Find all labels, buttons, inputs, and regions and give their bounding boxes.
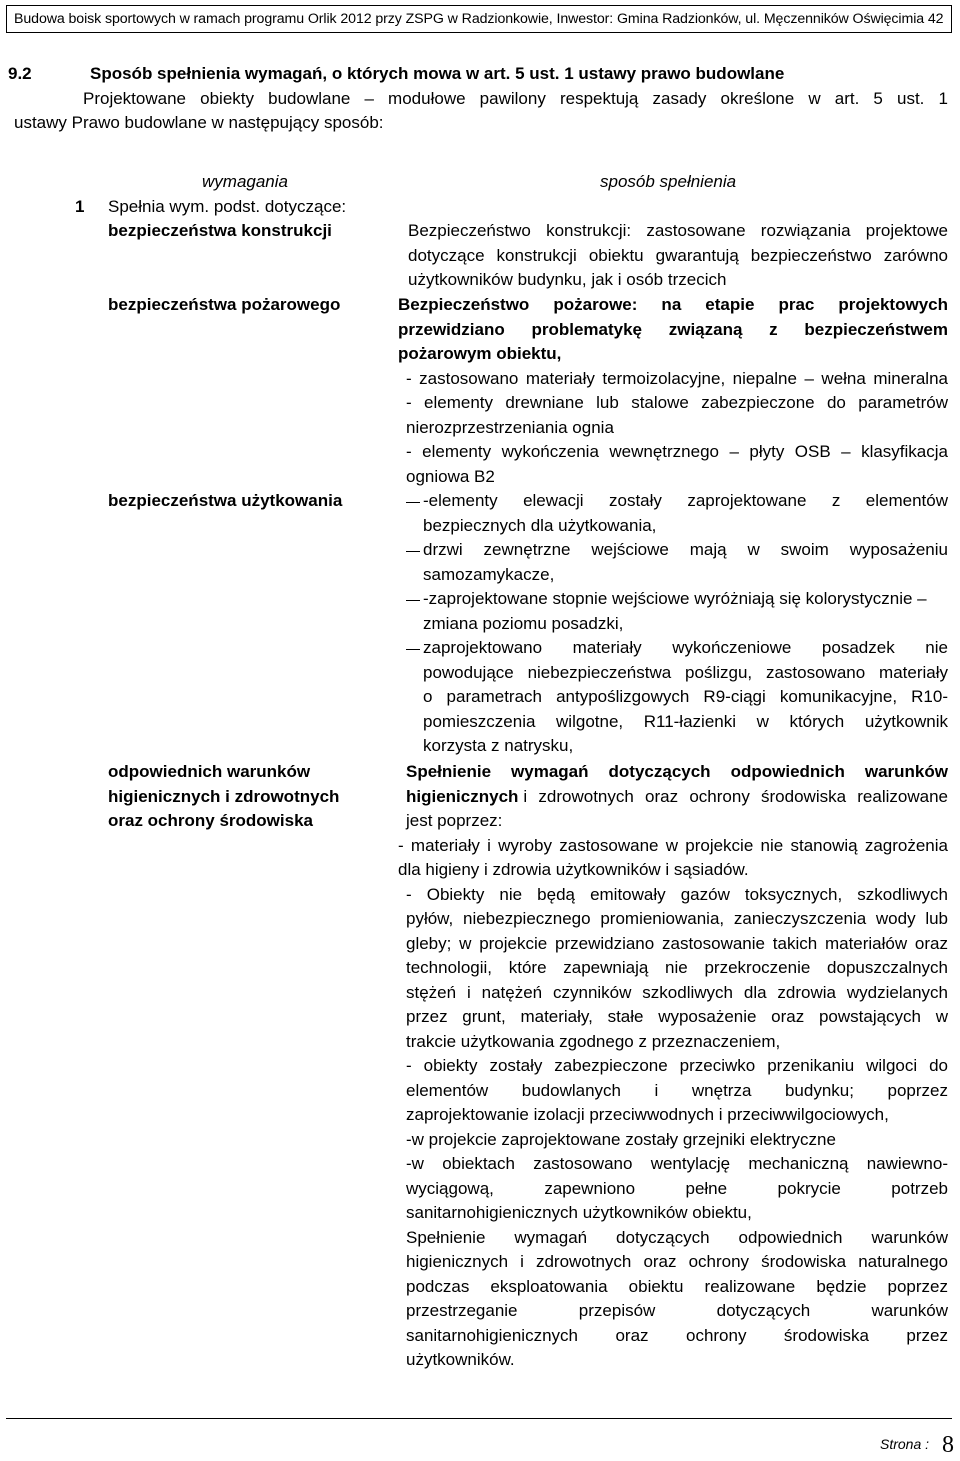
hygiene-text-line: dla higieny i zdrowia użytkowników i sąsiadów. (398, 860, 749, 879)
requirement-hygiene-line: higienicznych i zdrowotnych (108, 787, 340, 806)
hygiene-text-line: technologii, które zapewniają nie przekroczenie dopuszczalnych (406, 958, 948, 977)
requirement-hygiene-line: oraz ochrony środowiska (108, 811, 313, 830)
construction-text-line: użytkowników budynku, jak i osób trzecich (408, 270, 727, 289)
hygiene-heading-rest: i zdrowotnych oraz ochrony środowiska realizowane (523, 787, 948, 806)
fire-item-line: - elementy drewniane lub stalowe zabezpieczone do parametrów (406, 393, 948, 412)
hygiene-text-line: stężeń i natężeń czynników szkodliwych dla zdrowia wydzielanych (406, 983, 948, 1002)
hygiene-text-line: pyłów, niebezpiecznego promieniowania, zanieczyszczenia wody lub (406, 909, 948, 928)
hygiene-heading-line: Spełnienie wymagań dotyczących odpowiednich warunków (406, 762, 948, 781)
section-intro-line-2: ustawy Prawo budowlane w następujący sposób: (14, 113, 384, 132)
footer-page-number: 8 (942, 1432, 954, 1458)
hygiene-text-line: przez grunt, materiały, stałe wyposażenie oraz powstających w (406, 1007, 948, 1026)
hygiene-text-line: zaprojektowanie izolacji przeciwwodnych i przeciwwilgociowych, (406, 1105, 889, 1124)
hygiene-text-line: Spełnienie wymagań dotyczących odpowiednich warunków (406, 1228, 948, 1247)
hygiene-text-line: gleby; w projekcie przewidziano zastosowanie takich materiałów oraz (406, 934, 948, 953)
use-item-line: o parametrach antypoślizgowych R9-ciągi komunikacyjne, R10- (423, 687, 948, 706)
hygiene-text-line: -w obiektach zastosowano wentylację mechaniczną nawiewno- (406, 1154, 948, 1173)
column-heading-requirements: wymagania (202, 172, 288, 191)
hygiene-text-line: wyciągową, zapewniono pełne pokrycie potrzeb (406, 1179, 948, 1198)
use-item-line: zaprojektowano materiały wykończeniowe posadzek nie (423, 638, 948, 657)
hygiene-text-line: - Obiekty nie będą emitowały gazów toksycznych, szkodliwych (406, 885, 948, 904)
requirement-hygiene-line: odpowiednich warunków (108, 762, 311, 781)
requirement-fire: bezpieczeństwa pożarowego (108, 295, 341, 314)
fire-heading-line: przewidziano problematykę związaną z bezpieczeństwem (398, 320, 948, 339)
use-item-line: powodujące niebezpieczeństwa poślizgu, zastosowano materiały (423, 663, 948, 682)
row-intro: Spełnia wym. podst. dotyczące: (108, 197, 347, 216)
hygiene-text-line: - obiekty zostały zabezpieczone przeciwko przenikaniu wilgoci do (406, 1056, 948, 1075)
use-item-line: pomieszczenia wilgotne, R11-łazienki w których użytkownik (423, 712, 948, 731)
column-heading-fulfillment: sposób spełnienia (600, 172, 737, 191)
document-header-text: Budowa boisk sportowych w ramach programu Orlik 2012 przy ZSPG w Radzionkowie, Inwestor: Gmina Radzionków, ul. Męczenników Oświęcimia 42 (14, 11, 944, 27)
use-item-line: zmiana poziomu posadzki, (423, 614, 624, 633)
dash-bullet-icon (406, 649, 420, 650)
hygiene-text-line: sanitarnohigienicznych oraz ochrony środowiska przez (406, 1326, 948, 1345)
fire-item-line: nierozprzestrzeniania ognia (406, 418, 614, 437)
section-number: 9.2 (8, 64, 32, 83)
use-item-line: -elementy elewacji zostały zaprojektowane z elementów (423, 491, 948, 510)
hygiene-text-line: -w projekcie zaprojektowane zostały grzejniki elektryczne (406, 1130, 836, 1149)
hygiene-text-line: elementów budowlanych i wnętrza budynku; poprzez (406, 1081, 948, 1100)
hygiene-text-line: - materiały i wyroby zastosowane w projekcie nie stanowią zagrożenia (398, 836, 948, 855)
fire-heading-line: pożarowym obiektu, (398, 344, 562, 363)
dash-bullet-icon (406, 600, 420, 601)
hygiene-text-line: sanitarnohigienicznych użytkowników obiektu, (406, 1203, 752, 1222)
section-title: Sposób spełnienia wymagań, o których mowa w art. 5 ust. 1 ustawy prawo budowlane (90, 64, 785, 83)
construction-text-line: Bezpieczeństwo konstrukcji: zastosowane rozwiązania projektowe (408, 221, 948, 240)
use-item-line: korzysta z natrysku, (423, 736, 574, 755)
hygiene-heading-line: jest poprzez: (406, 811, 503, 830)
construction-text-line: dotyczące konstrukcji obiektu gwarantują bezpieczeństwo zarówno (408, 246, 948, 265)
hygiene-text-line: trakcie użytkowania zgodnego z przeznaczeniem, (406, 1032, 781, 1051)
fire-heading-line: Bezpieczeństwo pożarowe: na etapie prac projektowych (398, 295, 948, 314)
fire-item-line: - elementy wykończenia wewnętrznego – płyty OSB – klasyfikacja (406, 442, 948, 461)
dash-bullet-icon (406, 551, 420, 552)
dash-bullet-icon (406, 502, 420, 503)
use-item-line: -zaprojektowane stopnie wejściowe wyróżniają się kolorystycznie – (423, 589, 927, 608)
fire-item-line: ogniowa B2 (406, 467, 495, 486)
hygiene-text-line: użytkowników. (406, 1350, 515, 1369)
use-item-line: bezpiecznych dla użytkowania, (423, 516, 657, 535)
hygiene-heading-bold: higienicznych (406, 787, 519, 806)
fire-item-line: - zastosowano materiały termoizolacyjne, niepalne – wełna mineralna (406, 369, 948, 388)
hygiene-text-line: higienicznych i zdrowotnych oraz ochrony środowiska naturalnego (406, 1252, 948, 1271)
hygiene-text-line: podczas eksploatowania obiektu realizowane będzie poprzez (406, 1277, 948, 1296)
section-intro-line-1: Projektowane obiekty budowlane – modułowe pawilony respektują zasady określone w art. 5 ust. 1 (83, 89, 948, 108)
hygiene-heading-line-2 (406, 785, 948, 810)
footer-page-label: Strona : (880, 1436, 930, 1452)
row-number: 1 (75, 197, 85, 216)
use-item-line: drzwi zewnętrzne wejściowe mają w swoim wyposażeniu (423, 540, 948, 559)
use-item-line: samozamykacze, (423, 565, 555, 584)
requirement-construction: bezpieczeństwa konstrukcji (108, 221, 332, 240)
hygiene-text-line: przestrzeganie przepisów dotyczących warunków (406, 1301, 948, 1320)
footer-rule (6, 1418, 952, 1419)
requirement-use: bezpieczeństwa użytkowania (108, 491, 343, 510)
